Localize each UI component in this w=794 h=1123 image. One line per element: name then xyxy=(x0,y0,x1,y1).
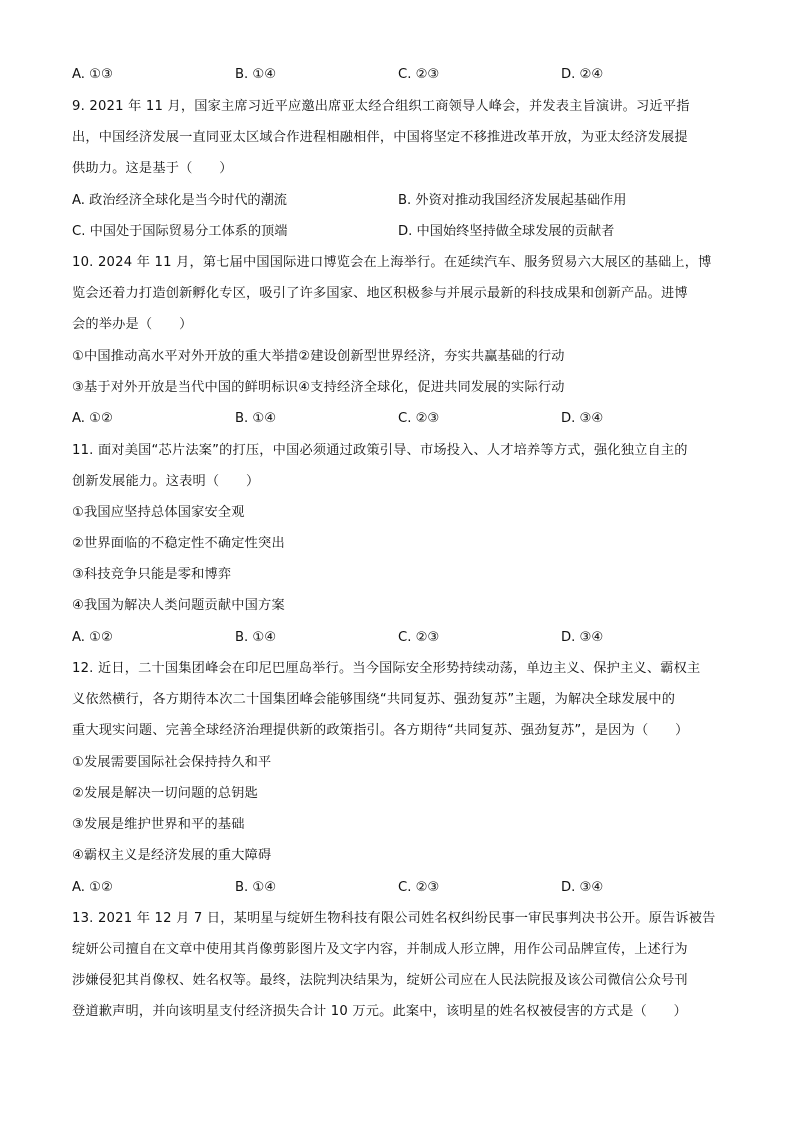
q9-options-row-2 xyxy=(72,223,722,241)
q13-stem-line-1: 13. 2021 年 12 月 7 日，某明星与绽妍生物科技有限公司姓名权纠纷民事一审民事判决书公开。原告诉被告 xyxy=(72,911,716,926)
q11-option-c[interactable]: C. ②③ xyxy=(398,630,440,645)
q12-statement-2: ②发展是解决一切问题的总钥匙 xyxy=(72,786,259,801)
q9-option-b[interactable]: B. 外资对推动我国经济发展起基础作用 xyxy=(398,193,627,208)
q12-option-d[interactable]: D. ③④ xyxy=(561,880,604,895)
q11-statement-2: ②世界面临的不稳定性不确定性突出 xyxy=(72,536,285,551)
q11-statement-1: ①我国应坚持总体国家安全观 xyxy=(72,505,245,520)
q9-stem-line-1: 9. 2021 年 11 月，国家主席习近平应邀出席亚太经合组织工商领导人峰会，并发表主旨演讲。习近平指 xyxy=(72,99,690,114)
q9-option-c[interactable]: C. 中国处于国际贸易分工体系的顶端 xyxy=(72,224,288,239)
q9-stem-line-2: 出，中国经济发展一直同亚太区域合作进程相融相伴，中国将坚定不移推进改革开放，为亚太经济发展提 xyxy=(72,130,688,145)
q13-stem-line-4: 登道歉声明，并向该明星支付经济损失合计 10 万元。此案中，该明星的姓名权被侵害的方式是（ ） xyxy=(72,1004,688,1019)
q11-option-b[interactable]: B. ①④ xyxy=(235,630,277,645)
q9-option-d[interactable]: D. 中国始终坚持做全球发展的贡献者 xyxy=(398,224,615,239)
q10-option-b[interactable]: B. ①④ xyxy=(235,411,277,426)
q10-option-d[interactable]: D. ③④ xyxy=(561,411,604,426)
q11-options xyxy=(72,629,722,647)
q11-option-d[interactable]: D. ③④ xyxy=(561,630,604,645)
q12-stem-line-2: 义依然横行，各方期待本次二十国集团峰会能够围绕“共同复苏、强劲复苏”主题，为解决全球发展中的 xyxy=(72,692,676,707)
q10-statement-1-2: ①中国推动高水平对外开放的重大举措②建设创新型世界经济，夯实共赢基础的行动 xyxy=(72,349,565,364)
q10-statement-3-4: ③基于对外开放是当代中国的鲜明标识④支持经济全球化，促进共同发展的实际行动 xyxy=(72,380,565,395)
q12-statement-4: ④霸权主义是经济发展的重大障碍 xyxy=(72,848,272,863)
q10-stem-line-2: 览会还着力打造创新孵化专区，吸引了许多国家、地区积极参与并展示最新的科技成果和创新产品。进博 xyxy=(72,286,688,301)
q12-stem-line-1: 12. 近日，二十国集团峰会在印尼巴厘岛举行。当今国际安全形势持续动荡，单边主义、保护主义、霸权主 xyxy=(72,661,701,676)
q10-option-a[interactable]: A. ①② xyxy=(72,411,113,426)
q12-options xyxy=(72,879,722,897)
q11-stem-line-1: 11. 面对美国“芯片法案”的打压，中国必须通过政策引导、市场投入、人才培养等方式，强化独立自主的 xyxy=(72,443,688,458)
q9-option-a[interactable]: A. 政治经济全球化是当今时代的潮流 xyxy=(72,193,287,208)
q10-stem-line-3: 会的举办是（ ） xyxy=(72,317,193,332)
q12-statement-3: ③发展是维护世界和平的基础 xyxy=(72,817,245,832)
q10-options xyxy=(72,410,722,428)
q12-statement-1: ①发展需要国际社会保持持久和平 xyxy=(72,755,272,770)
q10-stem-line-1: 10. 2024 年 11 月，第七届中国国际进口博览会在上海举行。在延续汽车、服务贸易六大展区的基础上，博 xyxy=(72,255,712,270)
q11-stem-line-2: 创新发展能力。这表明（ ） xyxy=(72,474,260,489)
q11-statement-4: ④我国为解决人类问题贡献中国方案 xyxy=(72,598,285,613)
q8-option-d[interactable]: D. ②④ xyxy=(561,67,604,82)
q9-options-row-1 xyxy=(72,192,722,210)
q12-option-a[interactable]: A. ①② xyxy=(72,880,113,895)
q12-option-b[interactable]: B. ①④ xyxy=(235,880,277,895)
q12-option-c[interactable]: C. ②③ xyxy=(398,880,440,895)
q11-option-a[interactable]: A. ①② xyxy=(72,630,113,645)
q8-option-a[interactable]: A. ①③ xyxy=(72,67,113,82)
q9-stem-line-3: 供助力。这是基于（ ） xyxy=(72,161,233,176)
q8-options xyxy=(72,66,722,84)
q12-stem-line-3: 重大现实问题、完善全球经济治理提供新的政策指引。各方期待“共同复苏、强劲复苏”，是因为（ ） xyxy=(72,723,689,738)
q11-statement-3: ③科技竞争只能是零和博弈 xyxy=(72,567,232,582)
q13-stem-line-2: 绽妍公司擅自在文章中使用其肖像剪影图片及文字内容，并制成人形立牌，用作公司品牌宣传，上述行为 xyxy=(72,942,688,957)
q8-option-c[interactable]: C. ②③ xyxy=(398,67,440,82)
q8-option-b[interactable]: B. ①④ xyxy=(235,67,277,82)
q10-option-c[interactable]: C. ②③ xyxy=(398,411,440,426)
q13-stem-line-3: 涉嫌侵犯其肖像权、姓名权等。最终，法院判决结果为，绽妍公司应在人民法院报及该公司微信公众号刊 xyxy=(72,973,688,988)
